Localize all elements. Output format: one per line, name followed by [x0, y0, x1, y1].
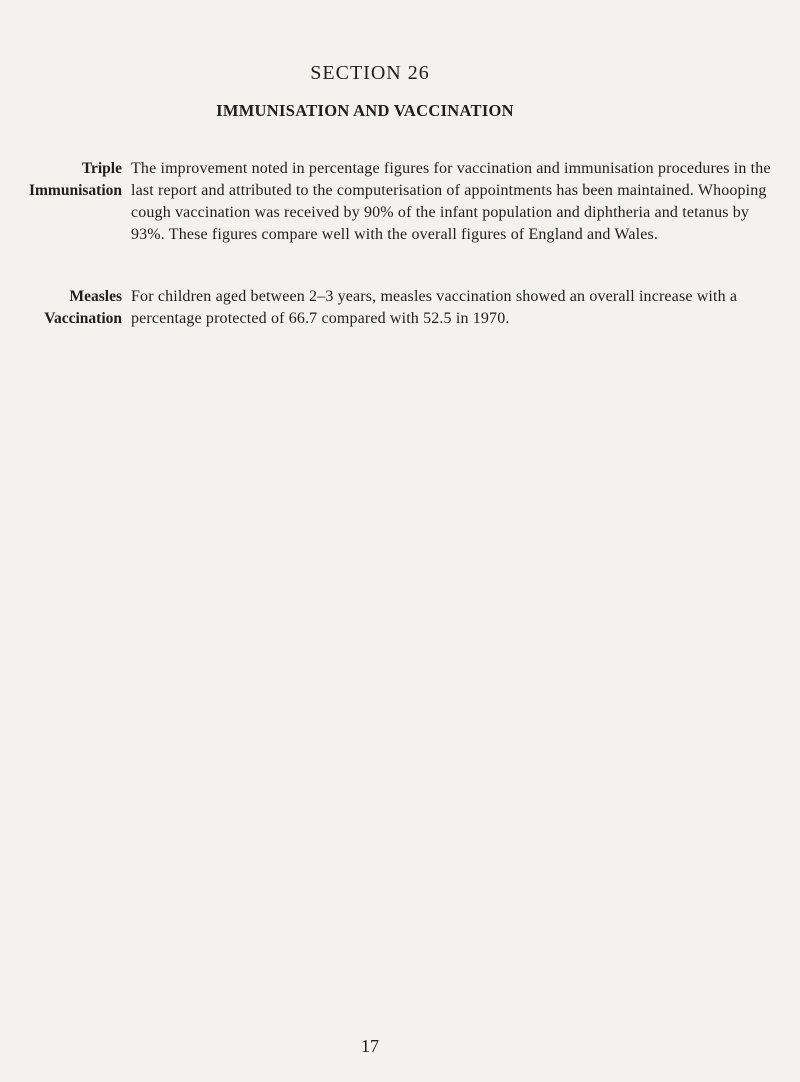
- page-number: 17: [361, 1036, 379, 1056]
- section-title: SECTION 26: [310, 62, 430, 84]
- paragraph: For children aged between 2–3 years, measles vaccination showed an overall increase with a percentage protected of 66.7 compared with 52.5 in 1970.: [131, 288, 738, 327]
- side-label: [0, 286, 122, 330]
- page-subtitle: IMMUNISATION AND VACCINATION: [216, 101, 514, 120]
- side-label-line: Immunisation: [28, 182, 122, 199]
- side-label-line: Triple: [81, 160, 122, 177]
- paragraph: The improvement noted in percentage figures for vaccination and immunisation procedures in the last report and attributed to the computerisation of appointments has been maintained. Whooping cough vaccination was received by 90% of the infant population and diphtheria and tetanus by 93%. These figures compare well with the overall figures of England and Wales.: [131, 160, 771, 243]
- side-label-line: Measles: [69, 288, 122, 305]
- side-label-line: Vaccination: [44, 310, 122, 327]
- side-label: [0, 158, 122, 202]
